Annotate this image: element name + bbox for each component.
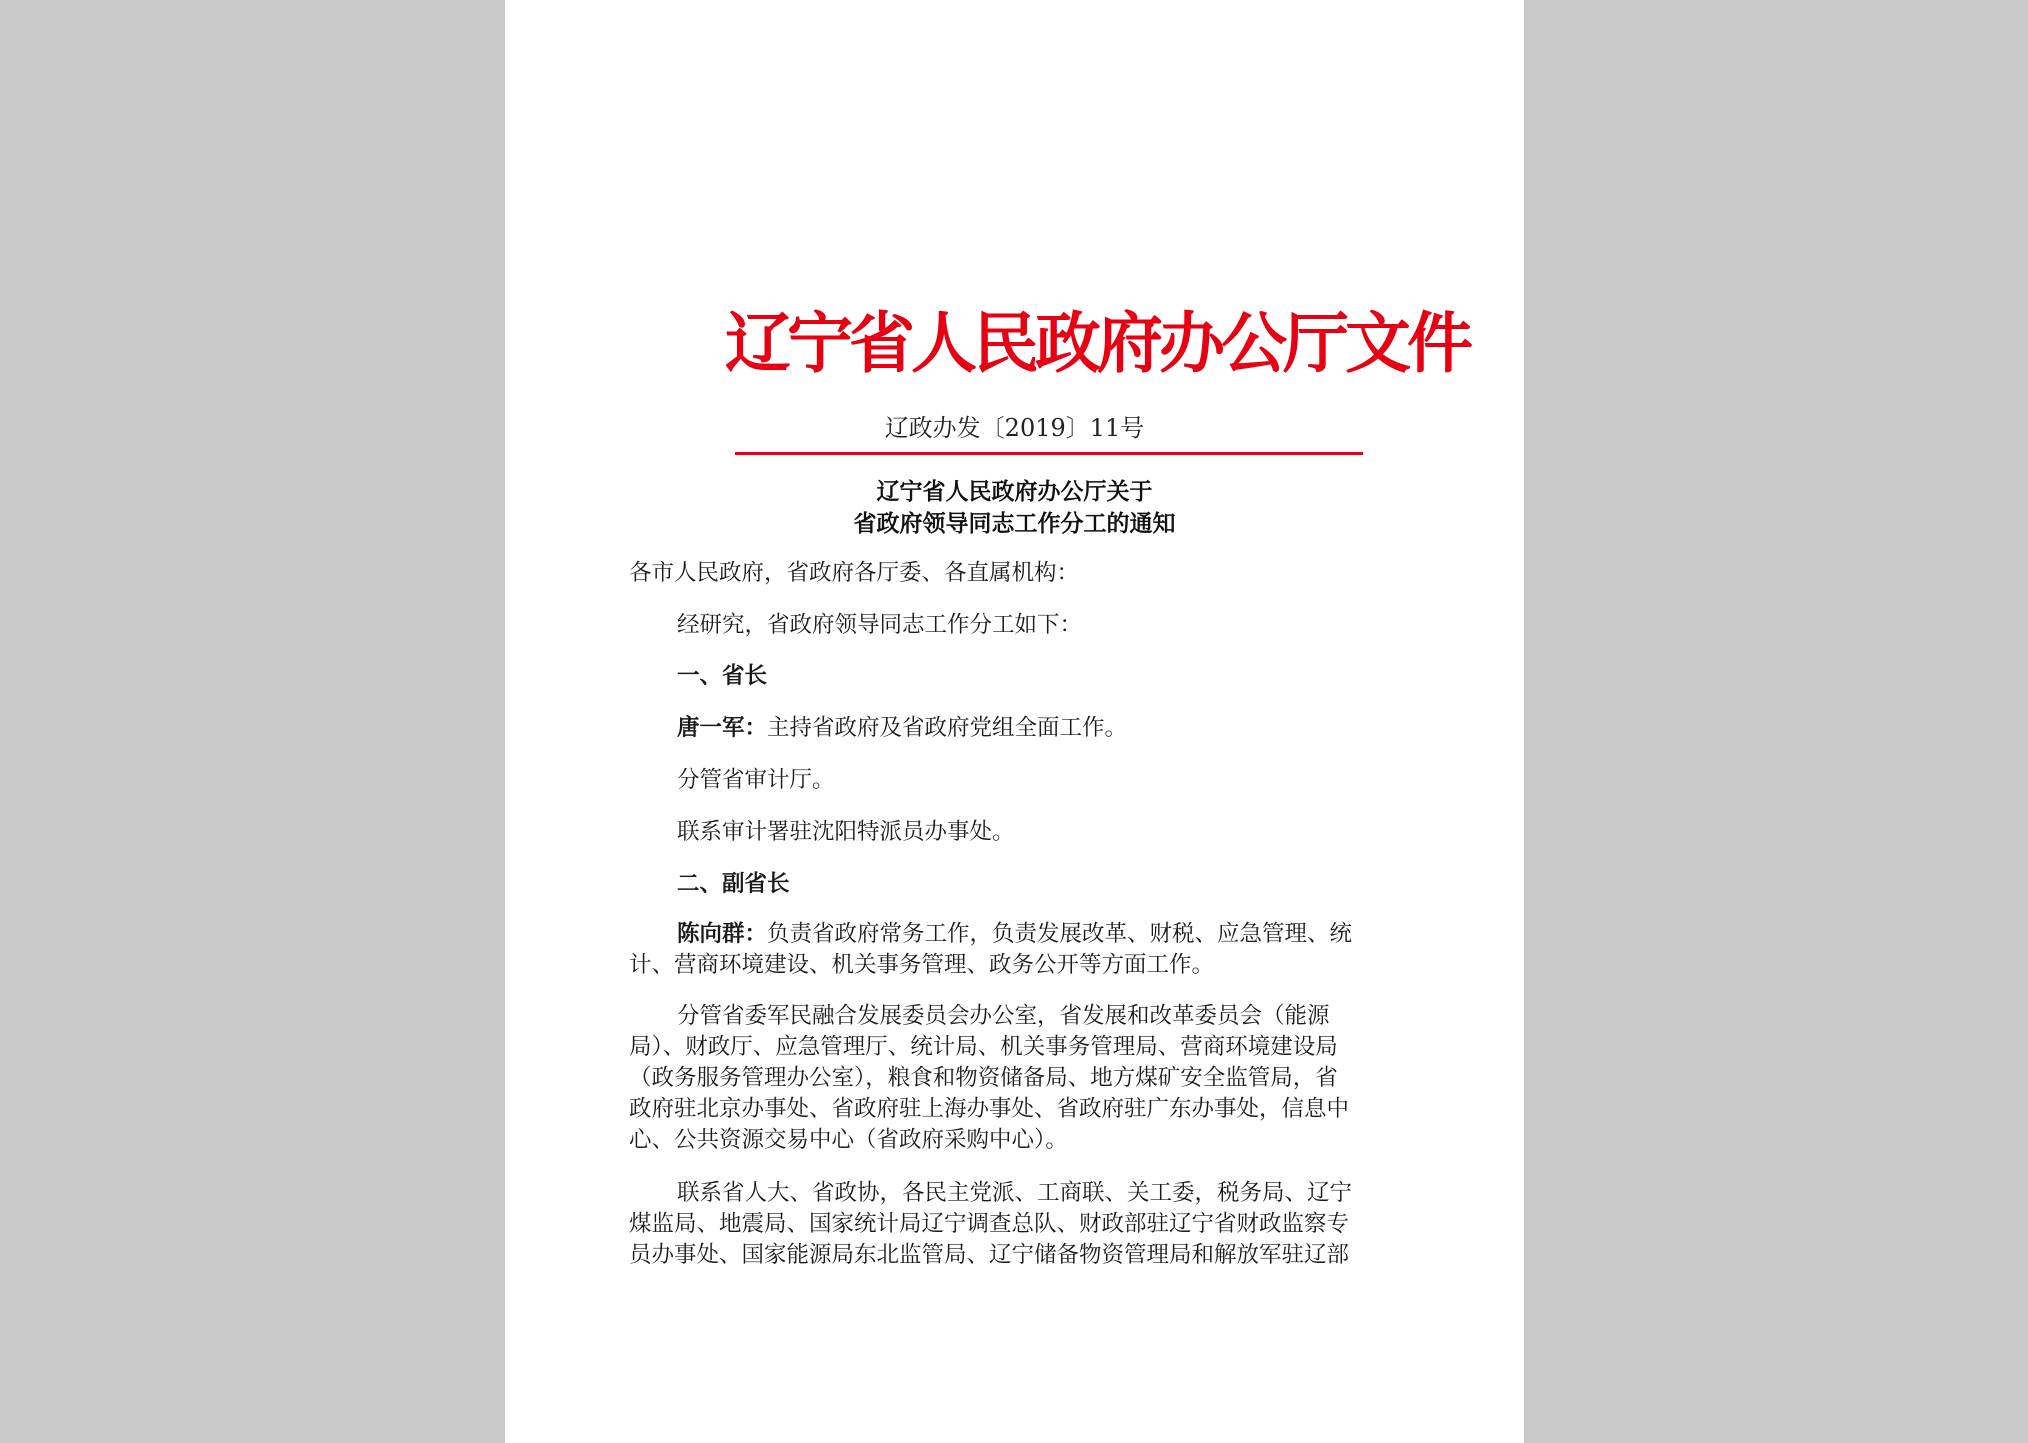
document-title-line-2: 省政府领导同志工作分工的通知 bbox=[853, 510, 1176, 537]
document-number: 辽政办发〔2019〕11号 bbox=[884, 414, 1145, 442]
document-title bbox=[505, 476, 1524, 540]
vice-governor-name: 陈向群： bbox=[677, 921, 768, 947]
governor-duty: 主持省政府及省政府党组全面工作。 bbox=[767, 715, 1128, 741]
paragraph-line: 局）、财政厅、应急管理厅、统计局、机关事务管理局、营商环境建设局 bbox=[629, 1034, 1338, 1060]
governor-liaison-paragraph: 联系审计署驻沈阳特派员办事处。 bbox=[677, 819, 1015, 845]
vice-governor-duty-paragraph bbox=[629, 919, 1409, 981]
paragraph-line: 政府驻北京办事处、省政府驻上海办事处、省政府驻广东办事处，信息中 bbox=[629, 1096, 1350, 1122]
red-divider-line bbox=[735, 452, 1363, 455]
section-heading-governor: 一、省长 bbox=[677, 663, 768, 689]
intro-paragraph: 经研究，省政府领导同志工作分工如下： bbox=[677, 612, 1083, 638]
governor-manage-paragraph: 分管省审计厅。 bbox=[677, 767, 835, 793]
governor-paragraph bbox=[677, 713, 1127, 743]
section-heading-vice-governor: 二、副省长 bbox=[677, 871, 790, 897]
document-title-line-1: 辽宁省人民政府办公厅关于 bbox=[876, 478, 1153, 505]
governor-name: 唐一军： bbox=[677, 715, 768, 741]
paragraph-line: 联系省人大、省政协，各民主党派、工商联、关工委，税务局、辽宁 bbox=[677, 1180, 1353, 1206]
paragraph-line: 员办事处、国家能源局东北监管局、辽宁储备物资管理局和解放军驻辽部 bbox=[629, 1242, 1350, 1268]
paragraph-line: 心、公共资源交易中心（省政府采购中心）。 bbox=[629, 1127, 1068, 1153]
document-page bbox=[505, 0, 1524, 1443]
vice-governor-duty-line: 陈向群：负责省政府常务工作，负责发展改革、财税、应急管理、统 bbox=[677, 921, 1353, 947]
vice-governor-manage-paragraph bbox=[629, 1001, 1409, 1156]
paragraph-line: 煤监局、地震局、国家统计局辽宁调查总队、财政部驻辽宁省财政监察专 bbox=[629, 1211, 1350, 1237]
salutation: 各市人民政府，省政府各厅委、各直属机构： bbox=[629, 560, 1080, 586]
vice-governor-liaison-paragraph bbox=[629, 1178, 1409, 1271]
red-header-title: 辽宁省人民政府办公厅文件 bbox=[725, 305, 1469, 382]
vice-governor-duty-line: 计、营商环境建设、机关事务管理、政务公开等方面工作。 bbox=[629, 952, 1215, 978]
paragraph-line: 分管省委军民融合发展委员会办公室，省发展和改革委员会（能源 bbox=[677, 1003, 1330, 1029]
paragraph-line: （政务服务管理办公室），粮食和物资储备局、地方煤矿安全监管局，省 bbox=[629, 1065, 1338, 1091]
